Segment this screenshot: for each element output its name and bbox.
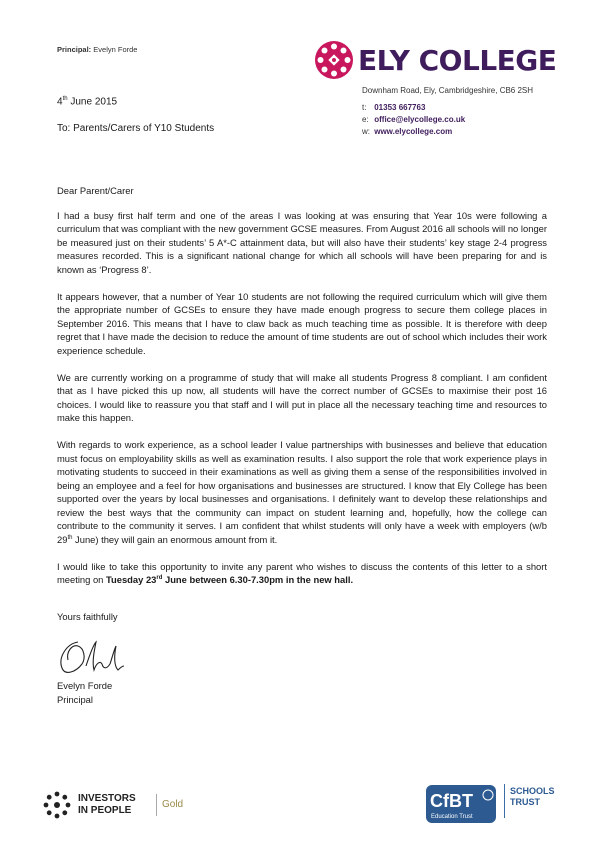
contact-phone-label: t: bbox=[362, 103, 367, 112]
recipient: To: Parents/Carers of Y10 Students bbox=[57, 123, 215, 134]
principal-line bbox=[57, 45, 137, 54]
paragraph-3: We are currently working on a programme of study that will make all students Progress 8 compliant. I am confident that as I have picked this up now, all students will have the correct number of GCSEs to maximise their post 16 choices. I would like to reassure you that staff and I will put in place all the necessary teaching time and resources to make this happen. bbox=[57, 371, 547, 423]
paragraph-1: I had a busy first half term and one of the areas I was looking at was ensuring that Year 10s were following a curriculum that was compliant with the new government GCSE measures. From August 2016 all schools will no longer be measured just on their students’ 5 A*-C attainment data, but will also have their students’ key stage 2-4 progress measures recorded. This is a significant national change for which all schools will have been preparing for and is known as ‘Progress 8’. bbox=[57, 209, 547, 275]
sign-off: Yours faithfully bbox=[57, 611, 118, 622]
cfbt-logo-subtext: Education Trust bbox=[431, 814, 473, 820]
signer-title: Principal bbox=[57, 693, 93, 705]
iip-divider bbox=[156, 794, 157, 816]
contact-web-label: w: bbox=[362, 127, 370, 136]
contact-block bbox=[362, 102, 465, 138]
meeting-date-sup: rd bbox=[156, 574, 163, 581]
iip-line-1: INVESTORS bbox=[78, 793, 136, 804]
college-name: ELY COLLEGE bbox=[358, 44, 557, 77]
meeting-date: Tuesday 23 bbox=[106, 574, 157, 585]
investors-in-people-icon bbox=[40, 788, 74, 822]
principal-label: Principal: bbox=[57, 45, 92, 54]
letter-body bbox=[57, 184, 547, 600]
paragraph-2: It appears however, that a number of Year 10 students are not following the required curriculum which will give them the appropriate number of GCSEs to ensure they have made enough progress to secure them college places in September 2016. This means that I have to claw back as much teaching time as possible. It is therefore with deep regret that I have made the decision to reduce the amount of time students are out of school which includes their work experience schedule. bbox=[57, 290, 547, 356]
contact-phone-value: 01353 667763 bbox=[374, 103, 426, 112]
cfbt-logo bbox=[426, 781, 498, 825]
paragraph-5 bbox=[57, 560, 547, 587]
contact-web bbox=[362, 126, 465, 138]
cfbt-logo-text: CfBT bbox=[430, 791, 473, 811]
paragraph-5-main: I would like to take this opportunity to invite any parent who wishes to discuss the contents of this letter to a short meeting on bbox=[57, 560, 547, 585]
contact-web-value[interactable]: www.elycollege.com bbox=[374, 127, 453, 136]
cfbt-divider bbox=[504, 784, 505, 818]
date-suffix: th bbox=[62, 96, 68, 102]
salutation: Dear Parent/Carer bbox=[57, 185, 134, 196]
letter-date bbox=[57, 96, 117, 107]
date-rest: June 2015 bbox=[67, 96, 118, 108]
college-address: Downham Road, Ely, Cambridgeshire, CB6 2SH bbox=[362, 86, 534, 95]
contact-email bbox=[362, 114, 465, 126]
principal-name: Evelyn Forde bbox=[93, 45, 138, 54]
college-crest-icon bbox=[314, 40, 354, 80]
contact-phone bbox=[362, 102, 465, 114]
paragraph-4 bbox=[57, 438, 547, 546]
iip-level: Gold bbox=[162, 799, 184, 810]
paragraph-4-end: June) they will gain an enormous amount from it. bbox=[72, 533, 278, 545]
signer-block bbox=[57, 679, 112, 706]
schools-line-1: SCHOOLS bbox=[510, 786, 555, 796]
iip-line-2: IN PEOPLE bbox=[78, 805, 132, 816]
paragraph-4-main: With regards to work experience, as a school leader I value partnerships with businesses and believe that education must focus on employability skills as well as examination results. I also support the role that work experience plays in motivating students to succeed in their examinations as well as giving them a sense of the responsibilities involved in being an employee and a feel for how organisations and businesses are structured. I know that Ely College has been supported over the years by local businesses and organisations. I definitely want to develop these relationships and review the best ways that the community can impact on student learning and, hopefully, how the college can contribute to the community it serves. I am confident that whilst students will only have a week with employers (w/b 29 bbox=[57, 439, 547, 545]
signature-image bbox=[56, 636, 126, 678]
schools-trust-text bbox=[510, 786, 555, 808]
schools-line-2: TRUST bbox=[510, 797, 540, 807]
signer-name: Evelyn Forde bbox=[57, 680, 113, 691]
date-day: 4 bbox=[57, 96, 63, 108]
meeting-details bbox=[106, 574, 353, 585]
paragraph-4-sup: th bbox=[67, 534, 73, 541]
contact-email-value[interactable]: office@elycollege.co.uk bbox=[374, 115, 466, 124]
meeting-time-place: June between 6.30-7.30pm in the new hall. bbox=[162, 574, 354, 585]
contact-email-label: e: bbox=[362, 115, 369, 124]
investors-in-people-text bbox=[78, 793, 136, 817]
